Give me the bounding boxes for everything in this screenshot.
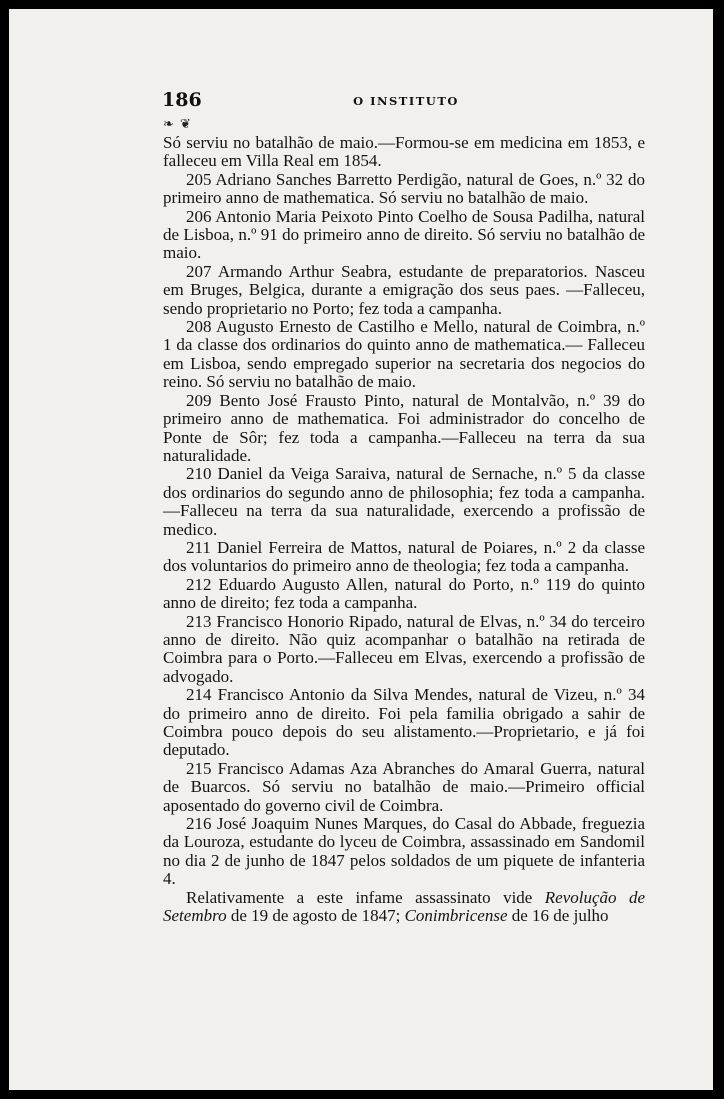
entry-205: 205 Adriano Sanches Barretto Perdigão, natural de Goes, n.º 32 do primeiro anno de mathematica. Só serviu no batalhão de maio.	[163, 169, 645, 208]
entry-207: 207 Armando Arthur Seabra, estudante de preparatorios. Nasceu em Bruges, Belgica, durante a emigração dos seus paes. —Falleceu, sendo proprietario no Porto; fez toda a campanha.	[163, 261, 645, 318]
entry-206: 206 Antonio Maria Peixoto Pinto Coelho de Sousa Padilha, natural de Lisboa, n.º 91 do primeiro anno de direito. Só serviu no batalhão de maio.	[163, 206, 645, 263]
running-title: O INSTITUTO	[353, 94, 459, 108]
closing-paragraph	[163, 889, 645, 926]
entry-211: 211 Daniel Ferreira de Mattos, natural de Poiares, n.º 2 da classe dos voluntarios do primeiro anno de theologia; fez toda a campanha.	[163, 537, 645, 576]
citation-revolucao: Revolução de Setembro	[163, 887, 646, 926]
entry-213: 213 Francisco Honorio Ripado, natural de Elvas, n.º 34 do terceiro anno de direito. Não quiz acompanhar o batalhão na retirada de Coimbra para o Porto.—Falleceu em Elvas, exercendo a profissão de advogado.	[163, 611, 645, 686]
entry-216: 216 José Joaquim Nunes Marques, do Casal do Abbade, freguezia da Louroza, estudante do lyceu de Coimbra, assassinado em Sandomil no dia 2 de junho de 1847 pelos soldados de um piquete de infanteria 4.	[163, 814, 645, 889]
page-header	[162, 89, 650, 113]
closing-text-end: de 16 de julho	[507, 906, 609, 926]
closing-text-start: Relativamente a este infame assassinato vide	[186, 887, 545, 907]
book-page	[9, 9, 713, 1090]
ornament-mark: ❧ ❦	[163, 117, 192, 132]
paragraph-continuation: Só serviu no batalhão de maio.—Formou-se em medicina em 1853, e falleceu em Villa Real em 1854.	[163, 133, 645, 171]
entry-212: 212 Eduardo Augusto Allen, natural do Porto, n.º 119 do quinto anno de direito; fez toda a campanha.	[163, 574, 645, 613]
entry-210: 210 Daniel da Veiga Saraiva, natural de Sernache, n.º 5 da classe dos ordinarios do segundo anno de philosophia; fez toda a campanha.—Falleceu na terra da sua naturalidade, exercendo a profissão de medico.	[163, 464, 645, 539]
entry-208: 208 Augusto Ernesto de Castilho e Mello, natural de Coimbra, n.º 1 da classe dos ordinarios do quinto anno de mathematica.— Falleceu em Lisboa, sendo empregado superior na secretaria dos negocios do reino. Só serviu no batalhão de maio.	[163, 317, 645, 392]
page-number: 186	[162, 89, 202, 111]
entry-209: 209 Bento José Frausto Pinto, natural de Montalvão, n.º 39 do primeiro anno de mathematica. Foi administrador do concelho de Ponte de Sôr; fez toda a campanha.—Falleceu na terra da sua naturalidade.	[163, 390, 645, 465]
entry-215: 215 Francisco Adamas Aza Abranches do Amaral Guerra, natural de Buarcos. Só serviu no batalhão de maio.—Primeiro official aposentado do governo civil de Coimbra.	[163, 758, 645, 815]
citation-conimbricense: Conimbricense	[404, 906, 508, 926]
page-body	[163, 134, 645, 925]
closing-text-middle: de 19 de agosto de 1847;	[226, 906, 405, 926]
entry-214: 214 Francisco Antonio da Silva Mendes, natural de Vizeu, n.º 34 do primeiro anno de direito. Foi pela familia obrigado a sahir de Coimbra pouco depois do seu alistamento.—Proprietario, e já foi deputado.	[163, 685, 645, 760]
